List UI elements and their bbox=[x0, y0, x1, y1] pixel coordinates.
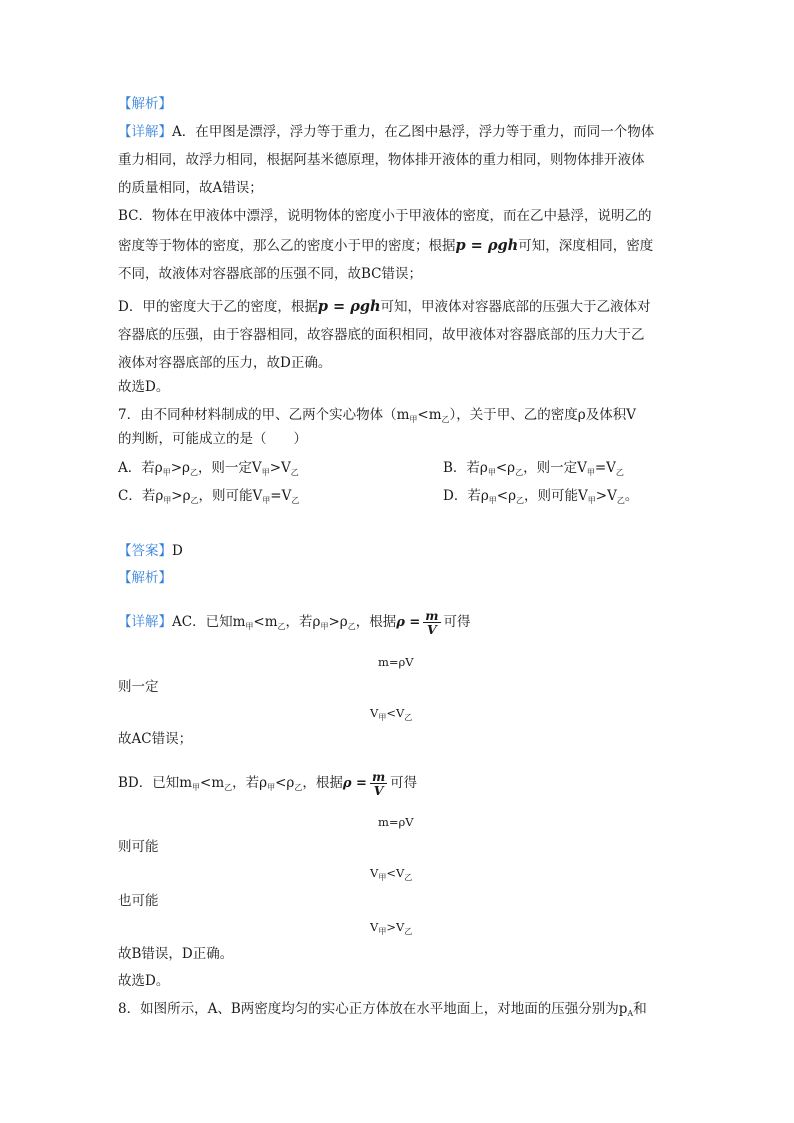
bd-result: 故B错误，D正确。 bbox=[118, 946, 234, 962]
q7-stem-line1 bbox=[118, 405, 636, 427]
answer-line bbox=[118, 541, 183, 561]
text: >ρ bbox=[171, 488, 191, 504]
sub: 乙 bbox=[189, 468, 198, 477]
q7-stem-line2: 的判断，可能成立的是（ ） bbox=[118, 431, 307, 447]
sub: 甲 bbox=[262, 496, 271, 505]
sub: 乙 bbox=[615, 468, 624, 477]
sub: 乙 bbox=[404, 873, 413, 882]
analysis-d-line1 bbox=[118, 297, 651, 317]
sub: 甲 bbox=[162, 468, 171, 477]
denominator: V bbox=[427, 622, 437, 637]
analysis-d-line2: 容器底的压强，由于容器相同，故容器底的面积相同，故甲液体对容器底部的压力大于乙 bbox=[118, 327, 645, 343]
text: ，根据 bbox=[302, 775, 343, 791]
text: ，若ρ bbox=[232, 775, 268, 791]
analysis-d-line3: 液体对容器底部的压力，故D正确。 bbox=[118, 355, 332, 371]
sub: 乙 bbox=[277, 622, 286, 631]
numerator: m bbox=[425, 608, 439, 623]
analysis2-tag: 【解析】 bbox=[118, 570, 172, 586]
text: <V bbox=[386, 866, 405, 880]
formula-fraction bbox=[370, 770, 387, 797]
analysis-bc-line2 bbox=[118, 236, 653, 256]
sub: 甲 bbox=[245, 622, 254, 631]
sub: 乙 bbox=[404, 927, 413, 936]
text: <V bbox=[386, 706, 405, 720]
sub: 甲 bbox=[267, 783, 276, 792]
text: >V bbox=[595, 488, 617, 504]
text: p bbox=[618, 1001, 628, 1017]
analysis-bc-line3: 不同，故液体对容器底部的压强不同，故BC错误； bbox=[118, 266, 422, 282]
formula-fraction bbox=[423, 609, 440, 636]
sub: A bbox=[627, 1009, 634, 1018]
sub: 甲 bbox=[409, 415, 418, 424]
also-maybe: 也可能 bbox=[118, 893, 159, 909]
analysis-a-line3: 的质量相同，故A错误； bbox=[118, 180, 263, 196]
sub: 甲 bbox=[487, 468, 496, 477]
text: 可得 bbox=[390, 775, 418, 791]
sub: 甲 bbox=[378, 873, 387, 882]
sub: 甲 bbox=[261, 468, 270, 477]
detail-tag: 【详解】 bbox=[118, 614, 172, 630]
equation-v-gt bbox=[370, 918, 412, 938]
text: <m bbox=[253, 614, 278, 630]
q7-option-d[interactable] bbox=[443, 486, 638, 508]
text: >ρ bbox=[328, 614, 348, 630]
ac-wrong: 故AC错误； bbox=[118, 731, 193, 747]
detail-tag: 【详解】 bbox=[118, 124, 172, 140]
sub: 乙 bbox=[224, 783, 233, 792]
sub: 甲 bbox=[378, 927, 387, 936]
answer-value: D bbox=[172, 543, 183, 559]
sub: 乙 bbox=[515, 468, 524, 477]
analysis-choose: 故选D。 bbox=[118, 379, 170, 395]
q7-option-c[interactable] bbox=[118, 486, 299, 508]
text: AC．已知m bbox=[172, 614, 246, 630]
sub: 甲 bbox=[488, 496, 497, 505]
text: B．若ρ bbox=[443, 460, 488, 476]
sub: 乙 bbox=[616, 496, 625, 505]
text: ），关于甲、乙的密度ρ及体积V bbox=[449, 407, 636, 423]
text: BD．已知m bbox=[118, 775, 193, 791]
sub: 甲 bbox=[192, 783, 201, 792]
equation-v-lt bbox=[370, 864, 412, 884]
q7-option-b[interactable] bbox=[443, 458, 624, 480]
sub: 乙 bbox=[404, 713, 413, 722]
text: 。 bbox=[624, 488, 639, 504]
sub: 乙 bbox=[290, 468, 299, 477]
text: 密度等于物体的密度，那么乙的密度小于甲的密度；根据 bbox=[118, 238, 456, 254]
analysis-a-line1 bbox=[118, 122, 654, 142]
sub: 甲 bbox=[378, 713, 387, 722]
text: ，则可能V bbox=[524, 488, 588, 504]
text: 和 bbox=[633, 1001, 647, 1017]
text: 7．由不同种材料制成的甲、乙两个实心物体（m bbox=[118, 407, 410, 423]
text: >ρ bbox=[170, 460, 190, 476]
text: D．若ρ bbox=[443, 488, 489, 504]
sub: 乙 bbox=[441, 415, 450, 424]
analysis-bc-line1: BC．物体在甲液体中漂浮，说明物体的密度小于甲液体的密度，而在乙中悬浮，说明乙的 bbox=[118, 208, 652, 224]
formula-rho: ρ = bbox=[396, 615, 421, 630]
text: =V bbox=[594, 460, 616, 476]
then-sure: 则一定 bbox=[118, 679, 159, 695]
text: <ρ bbox=[496, 488, 517, 504]
equation-v-lt bbox=[370, 704, 412, 724]
text: 8．如图所示，A、B两密度均匀的实心正方体放在水平地面上，对地面的压强分别为 bbox=[118, 1001, 619, 1017]
equation-m-rho-v: m=ρV bbox=[378, 655, 414, 669]
text: ，根据 bbox=[355, 614, 397, 630]
equation-m-rho-v: m=ρV bbox=[378, 815, 414, 829]
text: <ρ bbox=[275, 775, 295, 791]
text: A．若ρ bbox=[118, 460, 163, 476]
text: V bbox=[370, 866, 379, 880]
text: <m bbox=[417, 407, 442, 423]
text: <m bbox=[200, 775, 225, 791]
text: ，则可能V bbox=[198, 488, 263, 504]
numerator: m bbox=[371, 769, 386, 784]
text: ，则一定V bbox=[523, 460, 587, 476]
text: <ρ bbox=[495, 460, 516, 476]
answer-tag: 【答案】 bbox=[118, 543, 172, 559]
text: 可知，深度相同，密度 bbox=[518, 238, 654, 254]
analysis2-choose: 故选D。 bbox=[118, 973, 170, 989]
text: D．甲的密度大于乙的密度，根据 bbox=[118, 299, 318, 315]
sub: 乙 bbox=[190, 496, 199, 505]
then-maybe: 则可能 bbox=[118, 839, 159, 855]
analysis2-bd-line bbox=[118, 765, 417, 803]
text: =V bbox=[270, 488, 292, 504]
text: A．在甲图是漂浮，浮力等于重力，在乙图中悬浮，浮力等于重力，而同一个物体 bbox=[172, 124, 655, 140]
formula-rho: ρ = bbox=[342, 776, 367, 791]
text: >V bbox=[386, 920, 405, 934]
text: 可得 bbox=[443, 614, 471, 630]
analysis2-ac-line bbox=[118, 604, 471, 642]
denominator: V bbox=[373, 783, 384, 798]
text: 可知，甲液体对容器底部的压强大于乙液体对 bbox=[380, 299, 651, 315]
text: ，则一定V bbox=[197, 460, 262, 476]
text: ，若ρ bbox=[285, 614, 321, 630]
q8-stem bbox=[118, 999, 647, 1021]
analysis-tag: 【解析】 bbox=[118, 96, 172, 112]
sub: 乙 bbox=[516, 496, 525, 505]
sub: 甲 bbox=[320, 622, 329, 631]
text: V bbox=[370, 920, 379, 934]
sub: 甲 bbox=[587, 496, 596, 505]
q7-option-a[interactable] bbox=[118, 460, 299, 476]
analysis-a-line2: 重力相同，故浮力相同，根据阿基米德原理，物体排开液体的重力相同，则物体排开液体 bbox=[118, 152, 645, 168]
sub: 乙 bbox=[347, 622, 356, 631]
sub: 甲 bbox=[586, 468, 595, 477]
formula-p-rho-g-h: p = ρgh bbox=[317, 298, 381, 315]
formula-p-rho-g-h: p = ρgh bbox=[455, 237, 519, 254]
text: >V bbox=[269, 460, 291, 476]
sub: 甲 bbox=[163, 496, 172, 505]
sub: 乙 bbox=[291, 496, 300, 505]
sub: 乙 bbox=[294, 783, 303, 792]
text: C．若ρ bbox=[118, 488, 164, 504]
text: V bbox=[370, 706, 379, 720]
